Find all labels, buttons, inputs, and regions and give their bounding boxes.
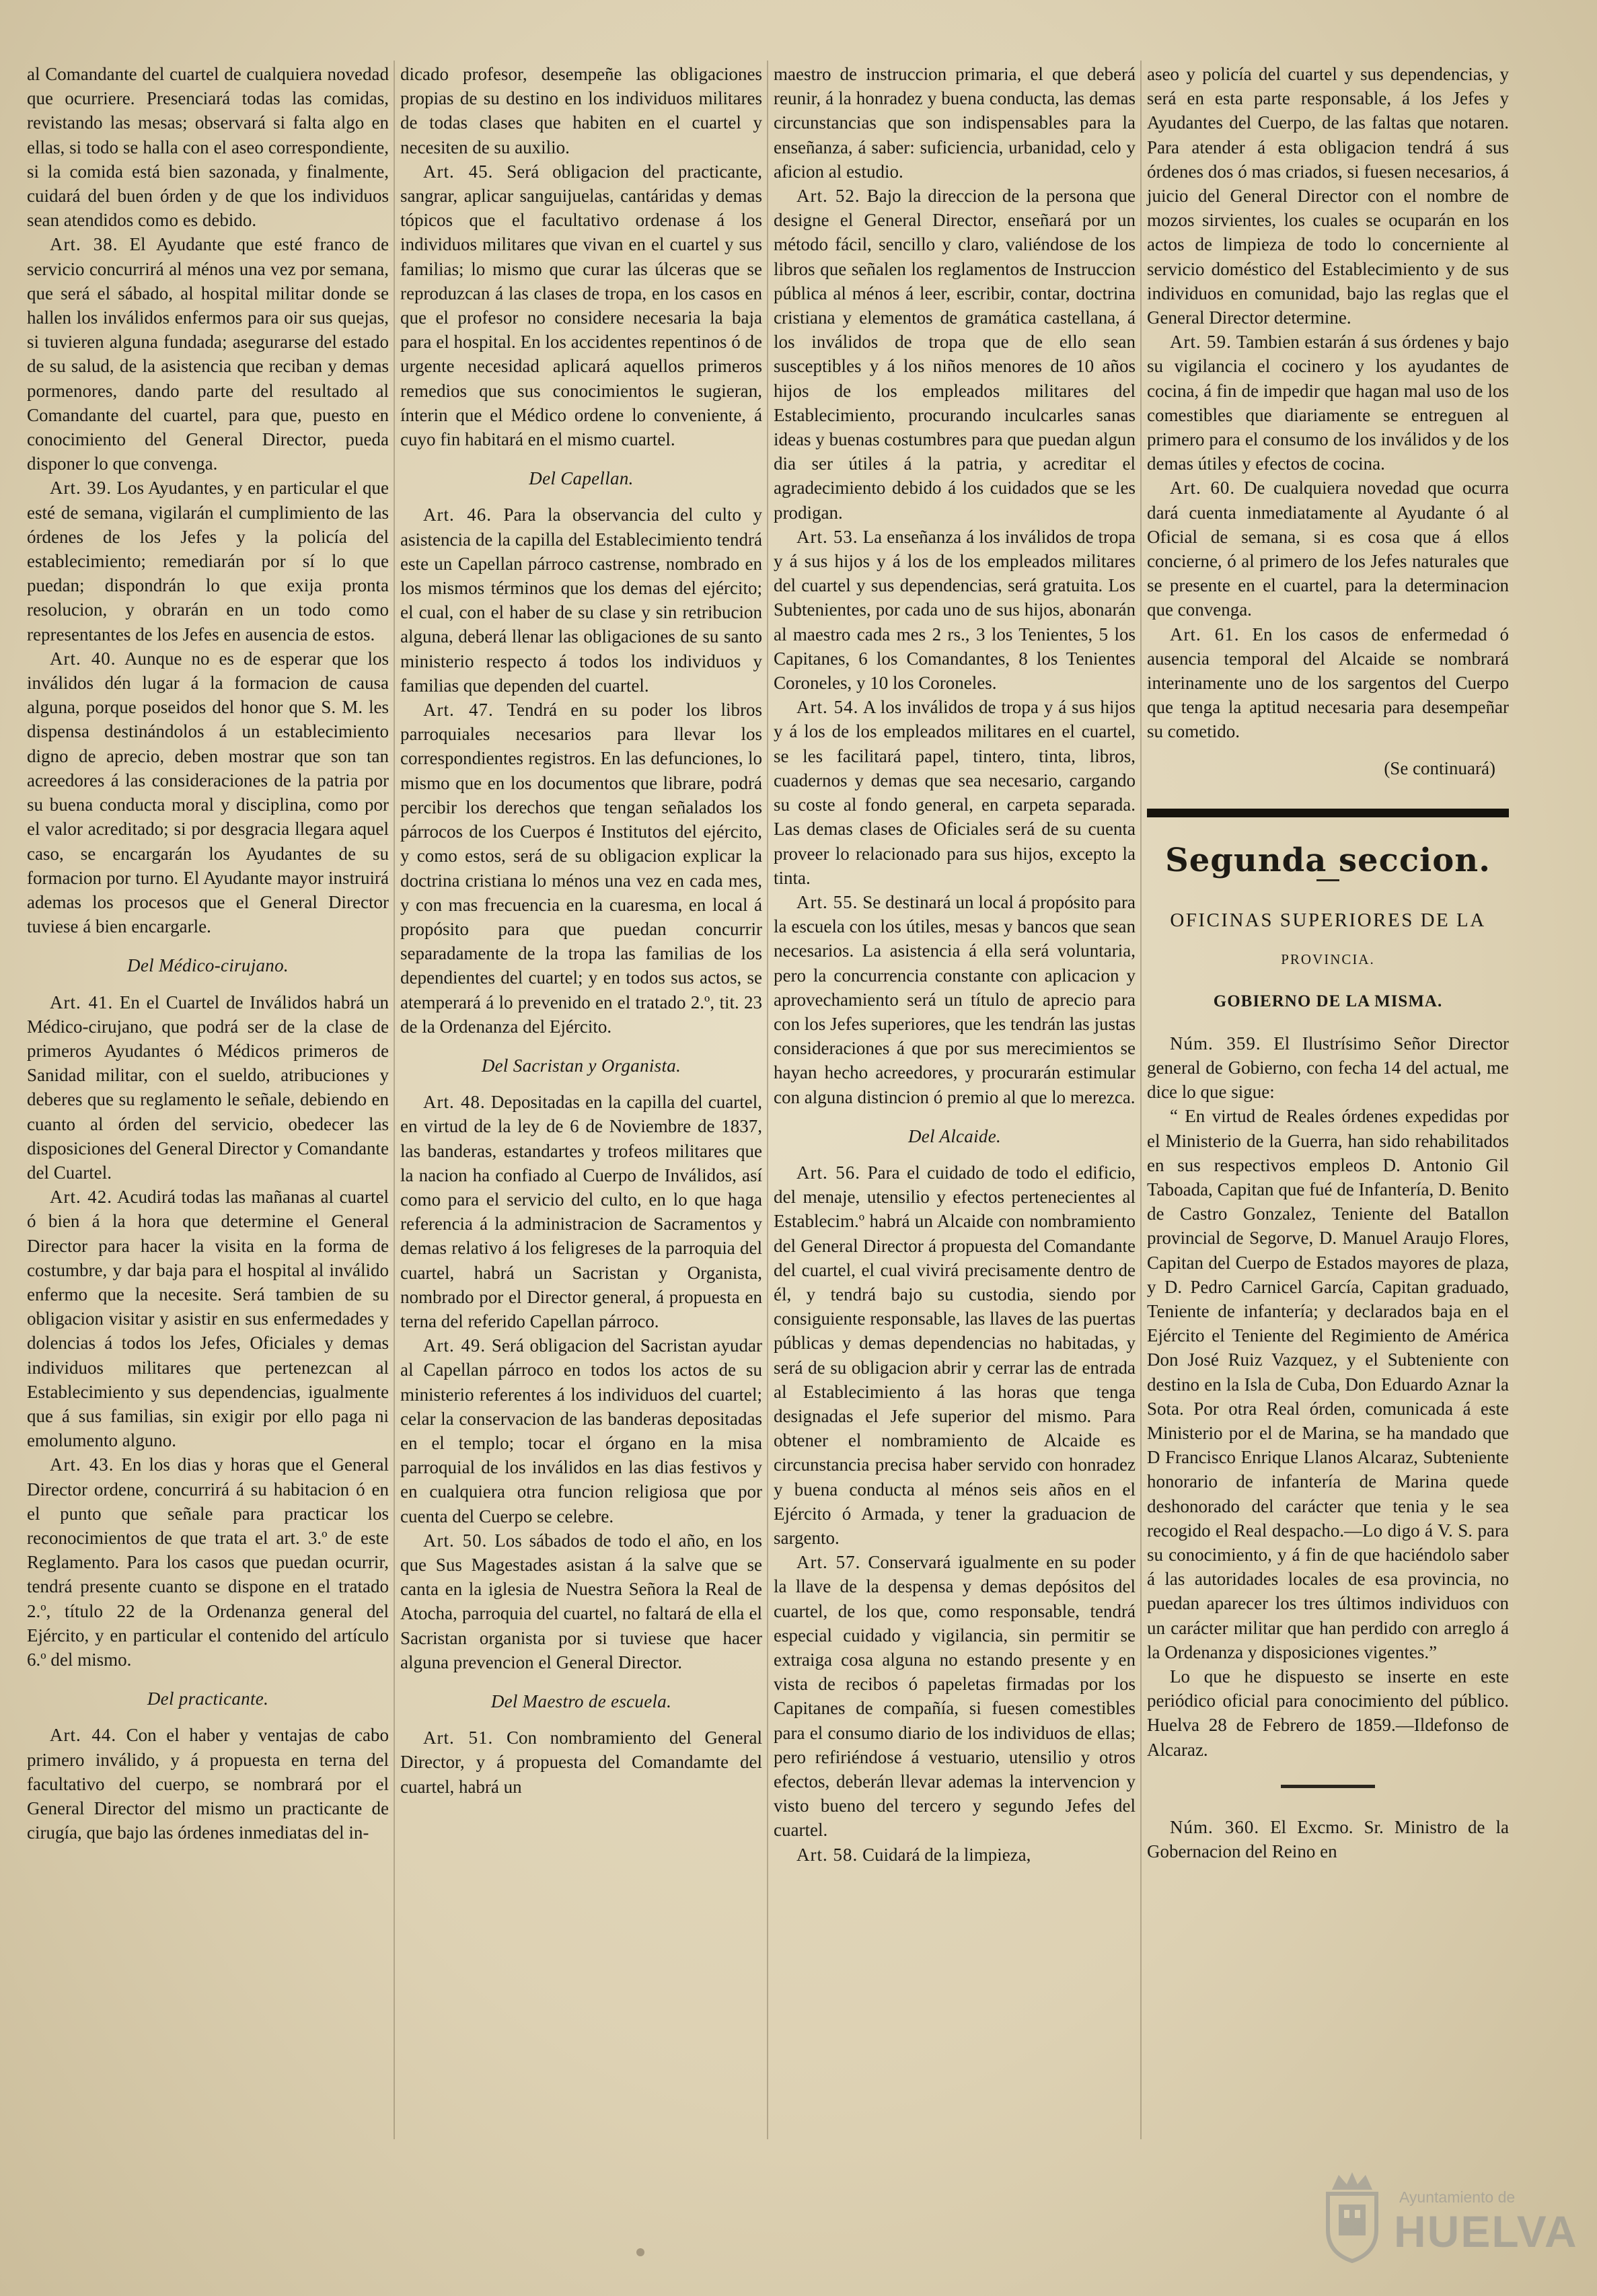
- article-number: Art. 53.: [796, 526, 858, 547]
- article-number: Art. 39.: [50, 478, 112, 498]
- article-paragraph: [27, 1185, 389, 1452]
- article-text: Será obligacion del Sacristan ayudar al Capellan párroco en todos los actos de su ministerio referentes á los individuos del cuartel; celar la conservacion de las banderas depositadas en el templo; tocar el órgano en la misa parroquial de los inválidos en las dias festivos y en cualquiera otra funcion religiosa que por cuenta del Cuerpo se celebre.: [400, 1335, 762, 1526]
- article-paragraph: [774, 695, 1136, 890]
- section-heading: Del Alcaide.: [907, 1125, 1002, 1146]
- watermark-line-1: Ayuntamiento de: [1399, 2188, 1516, 2206]
- crown-shield-icon: [1319, 2170, 1386, 2264]
- article-text: De cualquiera novedad que ocurra dará cuenta inmediatamente al Ayudante ó al Oficial de semana, si es cosa que á ellos concierne, ó al primero de los Jefes naturales que se presente en el cuartel, para la determinacion que convenga.: [1147, 478, 1509, 620]
- article-text: Para la observancia del culto y asistencia de la capilla del Establecimiento tendrá este un Capellan párroco castrense, nombrado en los mismos términos que los demas del ejército; el cual, con el haber de su clase y sin retribucion alguna, deberá llenar las obligaciones de su santo ministerio respecto á todos los individuos y familias que dependen del cuartel.: [400, 505, 763, 696]
- article-paragraph: [1147, 330, 1509, 476]
- article-number: Art. 44.: [50, 1725, 117, 1746]
- notice-359-intro: [1147, 1031, 1509, 1105]
- article-text: Depositadas en la capilla del cuartel, en virtud de la ley de 6 de Noviembre de 1837, las banderas, estandartes y trofeos militares que la nacion ha confiado al Cuerpo de Inválidos, así como para el servicio del culto, en lo que haga referencia á la administracion de Sacramentos y demas relativo á los feligreses de la parroquia del cuartel, habrá un Sacristan y Organista, nombrado por el Director general, á propuesta en terna del referido Capellan párroco.: [400, 1092, 762, 1331]
- article-text: Los Ayudantes, y en particular el que esté de semana, vigilarán el cumplimiento de las órdenes de los Jefes y la policía del establecimiento; remediarán por sí lo que puedan; dispondrán lo que exija pronta resolucion, y obrarán en un todo como representantes de los Jefes en ausencia de estos.: [27, 478, 389, 644]
- column-4-articles: [1147, 62, 1509, 780]
- notice-number: Núm. 360.: [1170, 1816, 1260, 1837]
- article-number: Art. 43.: [50, 1454, 114, 1475]
- article-paragraph: [27, 990, 389, 1185]
- article-number: Art. 46.: [423, 505, 492, 525]
- notice-text: El Excmo. Sr. Ministro de la Gobernacion del Reino en: [1147, 1816, 1509, 1861]
- article-number: Art. 58.: [796, 1844, 858, 1865]
- article-paragraph: [27, 476, 389, 646]
- article-number: Art. 54.: [796, 697, 859, 718]
- article-number: Art. 51.: [423, 1728, 494, 1748]
- title-dash: [1316, 879, 1339, 881]
- article-paragraph: [400, 1528, 762, 1674]
- article-number: Art. 49.: [423, 1335, 486, 1356]
- article-number: Art. 45.: [423, 161, 494, 182]
- article-number: Art. 42.: [50, 1187, 113, 1208]
- article-paragraph: [774, 1160, 1136, 1550]
- notice-rule: [1281, 1785, 1375, 1788]
- article-paragraph: [1147, 62, 1509, 330]
- article-text: Los sábados de todo el año, en los que Sus Magestades asistan á la salve que se canta en la iglesia de Nuestra Señora la Real de Atocha, parroquia del cuartel, no faltará de ella el Sacristan organista por si tuviese que hacer alguna prevencion el General Director.: [400, 1530, 762, 1672]
- section-title: Segunda seccion.: [1165, 841, 1491, 879]
- section-heading: Del practicante.: [147, 1689, 269, 1709]
- column-divider: [767, 61, 768, 2139]
- article-text: Con el haber y ventajas de cabo primero inválido, y á propuesta en terna del facultativo del cuerpo, se nombrará por el General Director del mismo un practicante de cirugía, que bajo las órdenes inmediatas del in-: [27, 1725, 389, 1843]
- article-text: En los casos de enfermedad ó ausencia temporal del Alcaide se nombrará interinamente uno de los sargentos del Cuerpo que tenga la aptitud necesaria para desempeñar su cometido.: [1147, 624, 1509, 742]
- article-number: Art. 56.: [796, 1162, 861, 1183]
- article-number: Art. 52.: [796, 186, 860, 207]
- article-paragraph: [1147, 622, 1509, 744]
- article-text: dicado profesor, desempeñe las obligaciones propias de su destino en los individuos militares de todas clases que habiten en el cuartel y necesiten de su auxilio.: [400, 64, 762, 157]
- article-number: Art. 47.: [423, 700, 494, 720]
- section-heading: Del Sacristan y Organista.: [481, 1055, 681, 1076]
- notice-359-close: Lo que he dispuesto se inserte en este periódico oficial para conocimiento del público. Huelva 28 de Febrero de 1859.—Ildefonso de Alcaraz.: [1147, 1666, 1509, 1760]
- article-text: Aunque no es de esperar que los inválidos dén lugar á la formacion de causa alguna, porque poseidos del honor que S. M. les dispensa destinándolos á un establecimiento digno de aprecio, deben mostrar que son tan acreedores á las consideraciones de la patria por su buena conducta moral y disciplina, como por el valor acreditado; si por desgracia llegara aquel caso, se encargarán los Ayudantes de su formacion por turno. El Ayudante mayor instruirá ademas los procesos que el General Director tuviese á bien encargarle.: [27, 648, 389, 937]
- article-text: Se destinará un local á propósito para la escuela con los útiles, mesas y bancos que sean necesarios. La asistencia á ella será voluntaria, pero la concurrencia constante con aplicacion y aprovechamiento será un título de aprecio para con los Jefes superiores, que les tendrán las justas consideraciones á que por sus merecimientos se hayan hecho acreedores, y procurarán estimular con alguna distincion ó premio al que lo merezca.: [774, 891, 1136, 1107]
- article-text: Bajo la direccion de la persona que designe el General Director, enseñará por un método fácil, sencillo y claro, valiéndose de los libros que señalen los reglamentos de Instruccion pública al ménos á leer, escribir, contar, doctrina cristiana y elementos de gramática castellana, á los inválidos de tropa que de ello sean susceptibles y á los niños menores de 10 años hijos de los empleados militares del Establecimiento, procurando inculcarles sanas ideas y buenas costumbres para que puedan algun dia ser útiles á la patria, y acreditar el agradecimiento debido á los cuidados que se les prodigan.: [774, 186, 1136, 523]
- article-text: Acudirá todas las mañanas al cuartel ó bien á la hora que determine el General Director para hacer la visita en la forma de costumbre, y dar baja para el hospital al inválido enfermo que la necesite. Será tambien de su obligacion visitar y asistir en sus enfermedades y dolencias á todos los Jefes, Oficiales y demas individuos militares que pertenezcan al Establecimiento y sus dependencias, igualmente que á sus familias, sin exigir por ello paga ni emolumento alguno.: [27, 1187, 389, 1451]
- article-number: Art. 38.: [50, 234, 118, 255]
- article-text: aseo y policía del cuartel y sus dependencias, y será en esta parte responsable, á los Jefes y Ayudantes del Cuerpo, de las faltas que notaren. Para atender á esta obligacion tendrá á sus órdenes dos ó mas criados, si fuesen necesarios, á juicio del General Director con el nombre de mozos sirvientes, los cuales se ocuparán en los actos de limpieza de todo lo concerniente al servicio doméstico del Establecimiento y de sus individuos en comunidad, bajo las reglas que el General Director determine.: [1147, 64, 1509, 328]
- column-divider: [1140, 61, 1142, 2139]
- article-paragraph: [27, 646, 389, 938]
- article-number: Art. 50.: [423, 1530, 488, 1551]
- article-paragraph: [774, 525, 1136, 695]
- offices-heading: OFICINAS SUPERIORES DE LA: [1170, 910, 1486, 932]
- article-text: En el Cuartel de Inválidos habrá un Médico-cirujano, que podrá ser de la clase de primeros Ayudantes ó Médicos primeros de Sanidad militar, con el sueldo, atribuciones y deberes que su reglamento le señale, debiendo en cuanto al órden del servicio, obedecer las disposiciones del General Director y Comandante del Cuartel.: [27, 992, 389, 1183]
- article-number: Art. 40.: [50, 648, 116, 669]
- article-paragraph: [400, 159, 762, 451]
- article-paragraph: [400, 1333, 762, 1528]
- notice-360: [1147, 1815, 1509, 1863]
- article-paragraph: [774, 62, 1136, 184]
- province-heading: PROVINCIA.: [1281, 951, 1375, 968]
- article-paragraph: [27, 232, 389, 476]
- section-rule: [1147, 809, 1509, 817]
- article-paragraph: [400, 698, 762, 1039]
- article-number: Art. 61.: [1170, 624, 1240, 644]
- article-paragraph: [774, 1550, 1136, 1842]
- article-number: Art. 55.: [796, 891, 858, 912]
- print-mark: [636, 2248, 644, 2256]
- article-paragraph: [400, 62, 762, 159]
- article-paragraph: [400, 1726, 762, 1799]
- column-2: [400, 62, 762, 1799]
- article-paragraph: [27, 62, 389, 232]
- article-text: Tambien estarán á sus órdenes y bajo su vigilancia el cocinero y los ayudantes de cocina, á fin de impedir que hagan mal uso de los comestibles que diariamente se entreguen al primero para el consumo de los inválidos y de los demas útiles y efectos de cocina.: [1147, 332, 1509, 474]
- article-number: Art. 48.: [423, 1092, 486, 1113]
- article-number: Art. 57.: [796, 1552, 861, 1573]
- watermark-line-2: HUELVA: [1394, 2207, 1578, 2256]
- archive-watermark: [1319, 2170, 1578, 2270]
- section-heading: Del Médico-cirujano.: [127, 955, 289, 976]
- article-text: La enseñanza á los inválidos de tropa y á sus hijos y á los de los empleados militares del cuartel y sus dependencias, será gratuita. Los Subtenientes, por cada uno de sus hijos, abonarán al maestro cada mes 2 rs., 3 los Tenientes, 5 los Capitanes, 6 los Comandantes, 8 los Tenientes Coroneles, y 10 los Coroneles.: [774, 526, 1136, 694]
- article-text: Tendrá en su poder los libros parroquiales necesarios para llevar los correspondientes registros. En las defunciones, lo mismo que en los documentos que librare, podrá percibir los derechos que tengan señalados los párrocos de los Cuerpos é Institutos del ejército, y como estos, será de su obligacion explicar la doctrina cristiana lo ménos una vez en cada mes, y con mas frecuencia en la cuaresma, en local á propósito para que puedan concurrir separadamente de la tropa las familias de los dependientes del cuartel; y en todos sus actos, se atemperará á lo prevenido en el tratado 2.º, tit. 23 de la Ordenanza del Ejército.: [400, 700, 762, 1037]
- notice-number: Núm. 359.: [1170, 1033, 1261, 1053]
- article-text: al Comandante del cuartel de cualquiera novedad que ocurriere. Presenciará todas las comidas, revistando las mesas; observará si falta algo en ellas, si todo se halla con el aseo correspondiente, si la comida está bien sazonada, y finalmente, cuidará del buen órden y de que los individuos sean atendidos como es debido.: [27, 64, 389, 231]
- section-heading: Del Capellan.: [529, 468, 634, 489]
- article-paragraph: [774, 890, 1136, 1109]
- column-divider: [394, 61, 395, 2139]
- article-text: En los dias y horas que el General Director ordene, concurrirá á su habitacion ó en el punto que señale para practicar los reconocimientos de que trata el art. 3.º de este Reglamento. Para los casos que puedan ocurrir, tendrá presente cuanto se dispone en el tratado 2.º, título 22 de la Ordenanza general del Ejército, y en particular el contenido del artículo 6.º del mismo.: [27, 1454, 389, 1670]
- article-text: Cuidará de la limpieza,: [862, 1844, 1031, 1865]
- article-text: A los inválidos de tropa y á sus hijos y á los de los empleados militares en el cuartel, se les facilitará papel, tintero, tinta, libros, cuadernos y demas que sea necesario, cargando su coste al fondo general, en carpeta separada. Las demas clases de Oficiales será de su cuenta proveer lo relacionado para sus hijos, excepto la tinta.: [774, 697, 1136, 888]
- article-paragraph: [27, 1723, 389, 1845]
- article-text: El Ayudante que esté franco de servicio concurrirá al ménos una vez por semana, que será el sábado, al hospital militar donde se hallen los inválidos enfermos para oir sus quejas, si tuvieren alguna fundada; asegurarse del estado de su salud, de la asistencia que reciban y demas pormenores, dando parte del resultado al Comandante del cuartel, para que, puesto en conocimiento del General Director, pueda disponer lo que convenga.: [27, 234, 389, 474]
- article-paragraph: [774, 184, 1136, 525]
- article-paragraph: [400, 503, 762, 698]
- notice-text: El Ilustrísimo Señor Director general de Gobierno, con fecha 14 del actual, me dice lo que sigue:: [1147, 1033, 1509, 1103]
- continuation-note: (Se continuará): [1384, 757, 1495, 778]
- article-text: Con nombramiento del General Director, y á propuesta del Comandamte del cuartel, habrá un: [400, 1728, 762, 1797]
- notice-359-quote: “ En virtud de Reales órdenes expedidas por el Ministerio de la Guerra, han sido rehabilitados en sus respectivos empleos D. Antonio Gil Taboada, Capitan que fué de Infantería, D. Benito de Castro Gonzalez, Teniente del Batallon provincial de Segorve, D. Manuel Araujo Flores, Capitan del Cuerpo de Estados mayores de plaza, y D. Pedro Carnicel García, Capitan graduado, Teniente de infantería; y declarados baja en el Ejército el Teniente del Regimiento de América Don José Ruiz Vazquez, y el Subteniente con destino en la Isla de Cuba, Don Eduardo Aznar la Sota. Por otra Real órden, comunicada á este Ministerio por el de Marina, se ha mandado que D Francisco Enrique Llanos Alcaraz, Subteniente honorario de infantería de Marina quede deshonorado del carácter que tenia y le sea recogido el Real despacho.—Lo digo á V. S. para su conocimiento, y á fin de que haciéndolo saber á las autoridades locales de esa provincia, no puedan aparecer los tres últimos individuos con un carácter militar que han perdido con arreglo á la Ordenanza y disposiciones vigentes.”: [1147, 1106, 1509, 1662]
- article-paragraph: [1147, 476, 1509, 622]
- article-number: Art. 60.: [1170, 478, 1236, 498]
- article-text: Será obligacion del practicante, sangrar, aplicar sanguijuelas, cantáridas y demas tópicos que el facultativo ordenase á los individuos militares que vivan en el cuartel y sus familias; lo mismo que curar las úlceras que se reproduzcan á las clases de tropa, en los casos en que el profesor no considere necesaria la baja para el hospital. En los accidentes repentinos ó de urgente necesidad aplicará aquellos primeros remedios que sus conocimientos le sugieran, ínterin que el Médico ordene lo conveniente, á cuyo fin habitará en el mismo cuartel.: [400, 161, 762, 450]
- column-4: [1147, 62, 1509, 1863]
- article-paragraph: [400, 1090, 762, 1333]
- column-3: [774, 62, 1136, 1867]
- section-heading: Del Maestro de escuela.: [490, 1691, 672, 1711]
- column-1: [27, 62, 389, 1845]
- article-text: maestro de instruccion primaria, el que deberá reunir, á la honradez y buena conducta, las demas circunstancias que son indispensables para la enseñanza, á saber: suficiencia, urbanidad, celo y aficion al estudio.: [774, 64, 1136, 182]
- government-heading: GOBIERNO DE LA MISMA.: [1213, 992, 1443, 1010]
- article-text: Para el cuidado de todo el edificio, del menaje, utensilio y efectos pertenecientes al Establecim.º habrá un Alcaide con nombramiento del General Director á propuesta del Comandante del cuartel, el cual vivirá precisamente dentro de él, y tendrá bajo su custodia, siendo por consiguiente responsable, las llaves de las puertas públicas y demas dependencias no habitadas, y será de su obligacion abrir y cerrar las de entrada al Establecimiento á las horas que tenga designadas el Jefe superior del mismo. Para obtener el nombramiento de Alcaide es circunstancia precisa haber servido con honradez y buena conducta al ménos seis años en el Ejército ó Armada, y tener la graduacion de sargento.: [774, 1162, 1136, 1548]
- article-paragraph: [27, 1452, 389, 1672]
- article-number: Art. 59.: [1170, 332, 1232, 353]
- article-paragraph: [774, 1843, 1136, 1867]
- article-text: Conservará igualmente en su poder la llave de la despensa y demas depósitos del cuartel, de los que, como responsable, tendrá especial cuidado y vigilancia, sin permitir se extraiga cosa alguna no estando presente y en vista de recibos ó papeletas firmadas por los Capitanes de compañía, si fuesen comestibles para el consumo diario de los individuos de ellas; pero refiriéndose á vestuario, utensilio y otros efectos, deberán llevar ademas la intervencion y visto bueno del tercero y segundo Jefes del cuartel.: [774, 1552, 1136, 1841]
- article-number: Art. 41.: [50, 992, 114, 1012]
